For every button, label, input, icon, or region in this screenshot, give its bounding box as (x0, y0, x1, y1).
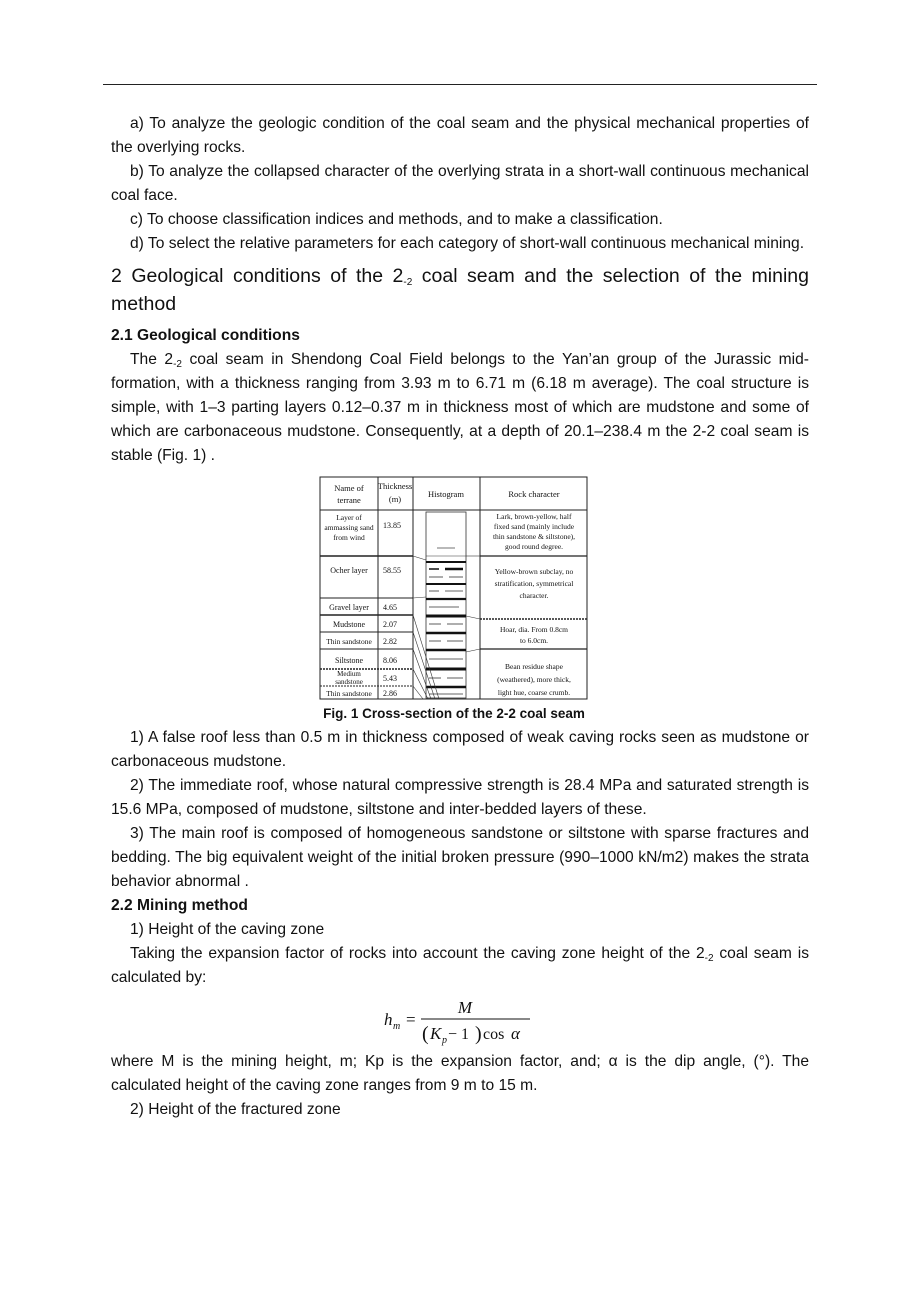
desc-2c: character. (519, 591, 549, 600)
desc-3b: to 6.0cm. (519, 636, 549, 645)
section-2-2-item-2: 2) Height of the fractured zone (130, 1101, 341, 1118)
hdr-rock: Rock character (508, 489, 560, 499)
row-name-7b: sandstone (335, 678, 363, 686)
para-sub: -2 (173, 359, 182, 370)
desc-4b: (weathered), more thick, (497, 675, 571, 684)
objective-a: a) To analyze the geologic condition of the coal seam and the physical mechanical properties of the overlying rocks. (111, 115, 809, 156)
cross-section-figure (319, 476, 589, 700)
row-thick-2: 58.55 (383, 566, 401, 575)
hdr-name-2: terrane (337, 495, 361, 505)
caving-height-equation (111, 996, 809, 1048)
eq-equals: = (406, 1010, 416, 1029)
section-2-2-heading: 2.2 Mining method (111, 897, 248, 914)
row-name-8: Thin sandstone (326, 689, 372, 698)
roof-item-1: 1) A false roof less than 0.5 m in thickness composed of weak caving rocks seen as mudstone or carbonaceous mudstone. (111, 729, 809, 770)
row-name-1a: Layer of (336, 513, 362, 522)
eq-numerator: M (457, 998, 473, 1017)
eq-den-close: ) (475, 1023, 482, 1045)
page-content (111, 112, 809, 1122)
row-name-3: Gravel layer (329, 603, 369, 612)
para-pre: Taking the expansion factor of rocks into account the caving zone height of the 2 (130, 945, 705, 962)
desc-1c: thin sandstone & siltstone), (492, 532, 576, 541)
row-name-4: Mudstone (333, 620, 365, 629)
hdr-name-1: Name of (334, 483, 364, 493)
eq-den-alpha: α (511, 1024, 520, 1043)
roof-item-3: 3) The main roof is composed of homogeneous sandstone or siltstone with sparse fractures and bedding. The big equivalent weight of the initial broken pressure (990–1000 kN/m2) makes the strata behavior abnormal . (111, 825, 809, 890)
desc-1a: Lark, brown-yellow, half (496, 512, 572, 521)
desc-3a: Hoar, dia. From 0.8cm (499, 625, 569, 634)
row-thick-7: 5.43 (383, 674, 397, 683)
eq-den-minus-one: − 1 (448, 1026, 470, 1043)
section-2-title-post: coal seam and the selection of the mining method (111, 265, 809, 315)
eq-den-open: ( (422, 1023, 429, 1045)
hdr-thick-2: (m) (388, 494, 402, 504)
eq-den-k: K (430, 1024, 442, 1043)
section-2-2-item-1: 1) Height of the caving zone (130, 921, 325, 938)
row-name-1c: from wind (333, 533, 365, 542)
eq-den-cos: cos (483, 1026, 505, 1043)
row-thick-1: 13.85 (383, 521, 401, 530)
objective-b: b) To analyze the collapsed character of the overlying strata in a short-wall continuous mechanical coal face. (111, 163, 809, 204)
row-name-5: Thin sandstone (326, 637, 372, 646)
roof-item-2: 2) The immediate roof, whose natural compressive strength is 28.4 MPa and saturated strength is 15.6 MPa, composed of mudstone, siltstone and inter-bedded layers of these. (111, 777, 809, 818)
row-thick-5: 2.82 (383, 637, 397, 646)
section-2-2-paragraph (111, 942, 809, 990)
desc-2b: stratification, symmetrical (494, 579, 574, 588)
section-2-1-paragraph (111, 348, 809, 468)
para-post: coal seam in Shendong Coal Field belongs to the Yan’an group of the Jurassic mid-formation, with a thickness ranging from 3.93 m to 6.71 m (6.18 m average). The coal structure is simple, with 1–3 parting layers 0.12–0.37 m in thickness most of which are mudstone and some of which are carbonaceous mudstone. Consequently, at a depth of 20.1–238.4 m the 2-2 coal seam is stable (Fig. 1) . (111, 351, 809, 464)
desc-4c: light hue, coarse crumb. (497, 688, 571, 697)
section-2-title-sub: -2 (403, 277, 413, 288)
row-name-2: Ocher layer (330, 566, 368, 575)
objective-d: d) To select the relative parameters for each category of short-wall continuous mechanical mining. (130, 235, 805, 252)
eq-lhs-sub: m (393, 1021, 401, 1032)
row-name-6: Siltstone (334, 656, 364, 665)
hdr-histogram: Histogram (428, 489, 464, 499)
desc-2a: Yellow-brown subclay, no (494, 567, 574, 576)
para-pre: The 2 (130, 351, 174, 368)
figure-1 (319, 476, 589, 724)
histogram-column (426, 512, 466, 698)
where-paragraph: where M is the mining height, m; Kp is the expansion factor, and; α is the dip angle, (°). The calculated height of the caving zone ranges from 9 m to 15 m. (111, 1053, 809, 1094)
desc-1b: fixed sand (mainly include (493, 522, 575, 531)
hdr-thick-1: Thickness (377, 481, 413, 491)
para-post: coal seam is calculated by: (111, 945, 809, 986)
row-thick-3: 4.65 (383, 603, 397, 612)
row-thick-8: 2.86 (383, 689, 397, 698)
row-thick-4: 2.07 (383, 620, 397, 629)
figure-caption: Fig. 1 Cross-section of the 2-2 coal seam (323, 706, 585, 721)
row-thick-6: 8.06 (383, 656, 397, 665)
eq-den-k-sub: p (442, 1035, 447, 1046)
section-2-title-pre: 2 Geological conditions of the 2 (111, 265, 404, 287)
objective-c: c) To choose classification indices and methods, and to make a classification. (130, 211, 663, 228)
para-sub: -2 (704, 953, 714, 964)
desc-1d: good round degree. (504, 542, 564, 551)
row-name-1b: ammassing sand (324, 523, 374, 532)
equation-svg (380, 996, 540, 1048)
row-name-7a: Medium (337, 670, 361, 678)
section-2-1-heading: 2.1 Geological conditions (111, 327, 300, 344)
header-rule (103, 84, 817, 85)
desc-4a: Bean residue shape (505, 662, 563, 671)
section-2-title (111, 262, 809, 318)
eq-lhs: h (384, 1010, 393, 1029)
